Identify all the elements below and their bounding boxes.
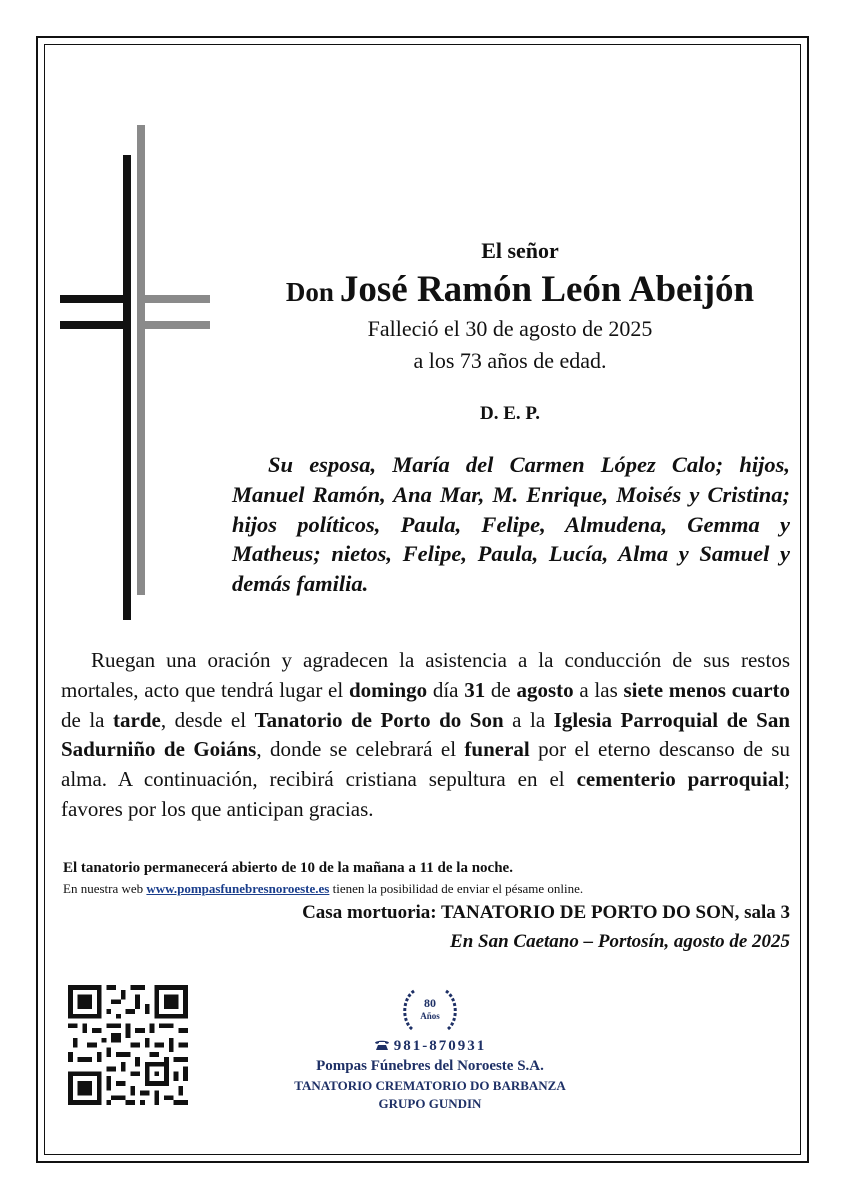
title-line: El señor <box>481 238 559 263</box>
qr-code[interactable] <box>68 985 188 1105</box>
casa-mortuoria: Casa mortuoria: TANATORIO DE PORTO DO SON, sala 3 <box>302 902 790 923</box>
cross-icon <box>60 125 210 620</box>
phone-line <box>300 1038 560 1055</box>
ceremony-paragraph: Ruegan una oración y agradecen la asistencia a la conducción de sus restos mortales, acto que tendrá lugar el domingo día 31 de agosto a las siete menos cuarto de la tarde, desde el Tanatorio de Porto do Son a la Iglesia Parroquial de San Sadurniño de Goiáns, donde se celebrará el funeral por el eterno descanso de su alma. A continuación, recibirá cristiana sepultura en el cementerio parroquial; favores por los que anticipan gracias. <box>61 648 791 821</box>
website-link[interactable]: www.pompasfunebresnoroeste.es <box>146 881 330 896</box>
deceased-name-line <box>240 268 800 311</box>
crematorio-name: TANATORIO CREMATORIO DO BARBANZA <box>294 1078 566 1093</box>
dep-line: D. E. P. <box>479 403 540 424</box>
seal-text: Años <box>420 1011 440 1021</box>
death-date-line: Falleció el 30 de agosto de 2025 <box>367 316 653 341</box>
anniversary-seal <box>398 985 462 1033</box>
tanatorio-hours-note: El tanatorio permanecerá abierto de 10 de la mañana a 11 de la noche. <box>63 860 513 876</box>
group-name: GRUPO GUNDIN <box>378 1096 482 1111</box>
phone-icon <box>374 1039 390 1051</box>
phone-number[interactable]: 981-870931 <box>393 1038 487 1054</box>
family-paragraph: Su esposa, María del Carmen López Calo; hijos, Manuel Ramón, Ana Mar, M. Enrique, Moisés y Cristina; hijos políticos, Paula, Felipe, Almudena, Gemma y Matheus; nietos, Felipe, Paula, Lucía, Alma y Samuel y demás familia. <box>232 452 790 597</box>
age-line: a los 73 años de edad. <box>413 348 607 373</box>
company-name: Pompas Fúnebres del Noroeste S.A. <box>316 1058 544 1074</box>
name-prefix: Don <box>285 277 334 307</box>
place-date-line: En San Caetano – Portosín, agosto de 2025 <box>450 931 790 952</box>
deceased-name: José Ramón León Abeijón <box>339 269 755 310</box>
seal-number: 80 <box>424 996 436 1010</box>
web-note: En nuestra web www.pompasfunebresnoroeste.es tienen la posibilidad de enviar el pésame online. <box>63 881 584 896</box>
